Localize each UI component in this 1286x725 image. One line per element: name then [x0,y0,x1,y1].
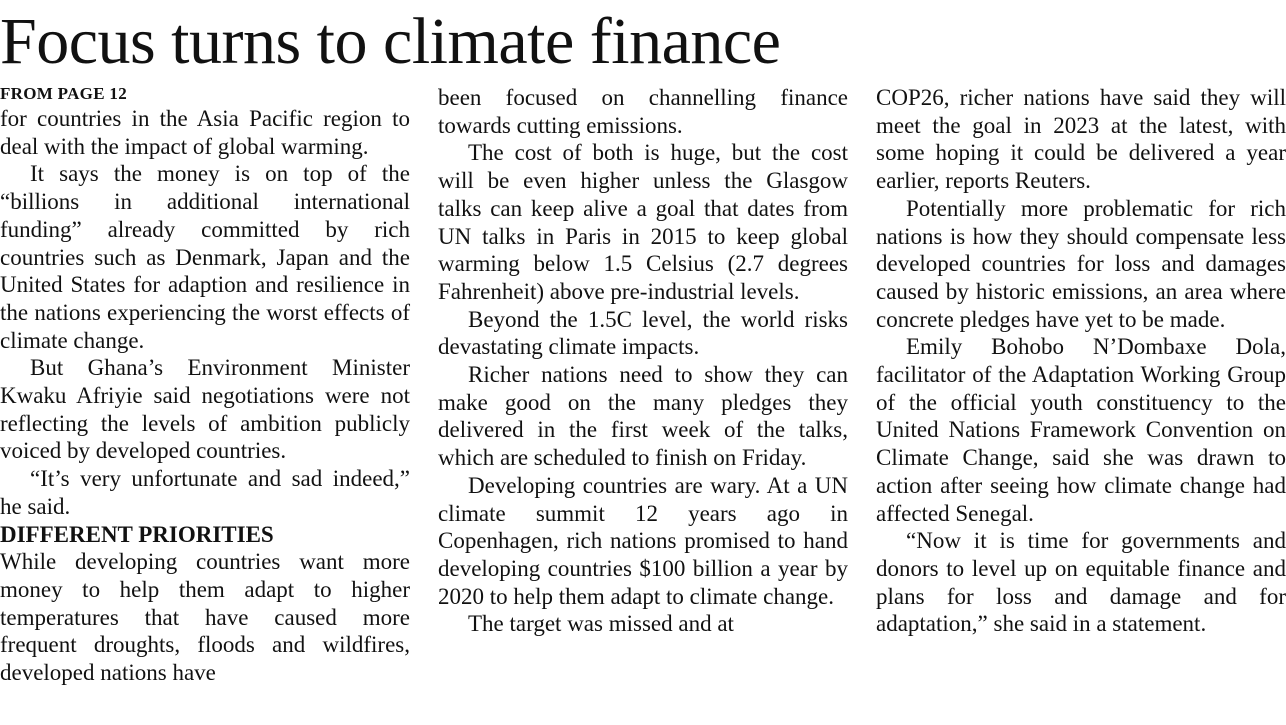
paragraph: The cost of both is huge, but the cost will be even higher unless the Glasgow talks can keep alive a goal that dates from UN talks in Paris in 2015 to keep global warming below 1.5 Celsius (2.7 degrees Fahrenheit) above pre-industrial levels. [438,140,848,304]
paragraph: Developing countries are wary. At a UN climate summit 12 years ago in Copenhagen, rich nations promised to hand developing countries $100 billion a year by 2020 to help them adapt to climate change. [438,472,848,609]
article-column-1 [0,83,410,687]
paragraph: Richer nations need to show they can make good on the many pledges they delivered in the first week of the talks, which are scheduled to finish on Friday. [438,362,848,471]
paragraph: Potentially more problematic for rich nations is how they should compensate less developed countries for loss and damages caused by historic emissions, an area where concrete pledges have yet to be made. [876,195,1286,332]
paragraph: While developing countries want more money to help them adapt to higher temperatures that have caused more frequent droughts, floods and wildfires, developed nations have [0,549,410,686]
paragraph: “It’s very unfortunate and sad indeed,” he said. [0,466,410,519]
paragraph: COP26, richer nations have said they will meet the goal in 2023 at the latest, with some hoping it could be delivered a year earlier, reports Reuters. [876,85,1286,194]
paragraph: been focused on channelling finance towards cutting emissions. [438,85,848,138]
article-column-2 [438,84,848,638]
article-headline: Focus turns to climate finance [0,5,781,78]
continued-from-kicker: FROM PAGE 12 [0,84,127,103]
paragraph: Emily Bohobo N’Dombaxe Dola, facilitator of the Adaptation Working Group of the official youth constituency to the United Nations Framework Convention on Climate Change, said she was drawn to action after seeing how climate change had affected Senegal. [876,334,1286,526]
paragraph: It says the money is on top of the “billions in additional international funding” already committed by rich countries such as Denmark, Japan and the United States for adaption and resilience in the nations experiencing the worst effects of climate change. [0,161,410,353]
paragraph: The target was missed and at [468,611,734,637]
paragraph: for countries in the Asia Pacific region to deal with the impact of global warming. [0,106,410,159]
paragraph: “Now it is time for governments and donors to level up on equitable finance and plans for loss and damage and for adaptation,” she said in a statement. [876,528,1286,637]
article-column-3 [876,84,1286,638]
section-subhead: DIFFERENT PRIORITIES [0,521,274,547]
paragraph: Beyond the 1.5C level, the world risks devastating climate impacts. [438,306,848,360]
paragraph: But Ghana’s Environment Minister Kwaku Afriyie said negotiations were not reflecting the levels of ambition publicly voiced by developed countries. [0,355,410,464]
